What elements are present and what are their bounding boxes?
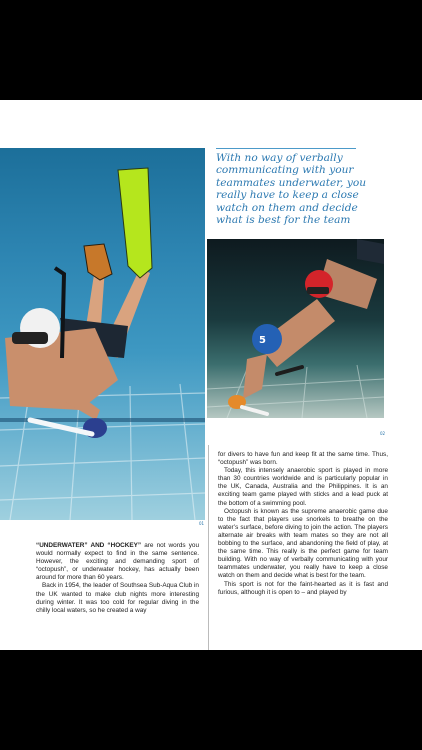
- underwater-hockey-photo-left: [0, 148, 205, 520]
- pull-quote: With no way of verbally communicating with your teammates underwater, you really have to keep a close watch on them and decide what is best for the team: [216, 152, 367, 227]
- paragraph-today: Today, this intensely anaerobic sport is played in more than 30 countries worldwide and is particularly popular in the UK, Canada, Australia and the Philippines. It is an exciting team game played with sticks and a lead puck at the bottom of a swimming pool.: [218, 467, 388, 507]
- svg-text:5: 5: [259, 335, 266, 346]
- photo-number-left: 01: [199, 521, 205, 526]
- paragraph-history: Back in 1954, the leader of Southsea Sub-Aqua Club in the UK wanted to make club nights more interesting during winter. It was too cold for regular diving in the chilly local waters, so he created a way: [36, 582, 199, 614]
- column-divider: [208, 445, 209, 650]
- paragraph-faint-hearted: This sport is not for the faint-hearted as it is fast and furious, although it is open to – and played by: [218, 580, 388, 596]
- intro-text: are not words you would normally expect to find in the same sentence. However, the exciting and demanding sport of “octopush”, or underwater hockey, has actually been around for more than 60 years.: [36, 542, 199, 582]
- lead-in: “UNDERWATER” AND “HOCKEY”: [36, 542, 142, 549]
- article-column-left: [36, 542, 199, 615]
- paragraph-anaerobic: Octopush is known as the supreme anaerobic game due to the fact that players use snorkels to breathe on the water’s surface, before diving to join the action. The players alternate air breaks with team mates so they are not all bobbing to the surface, and abandoning the field of play, at the same time. This really is the perfect game for team building. With no way of verbally communicating with your teammates underwater, you really have to keep a close watch on them and decide what is best for the team.: [218, 507, 388, 580]
- diver-illustration: [0, 148, 205, 520]
- paragraph-intro: [36, 542, 199, 582]
- top-letterbox: [0, 0, 422, 100]
- underwater-hockey-photo-right: [207, 239, 384, 418]
- article-column-right: [218, 451, 388, 597]
- pull-quote-rule: [216, 148, 356, 149]
- photo-number-right: 02: [380, 431, 386, 436]
- magazine-page: [0, 100, 422, 650]
- paragraph-continued: for divers to have fun and keep fit at the same time. Thus, “octopush” was born.: [218, 451, 388, 467]
- bottom-letterbox: [0, 650, 422, 750]
- players-illustration: [207, 239, 384, 418]
